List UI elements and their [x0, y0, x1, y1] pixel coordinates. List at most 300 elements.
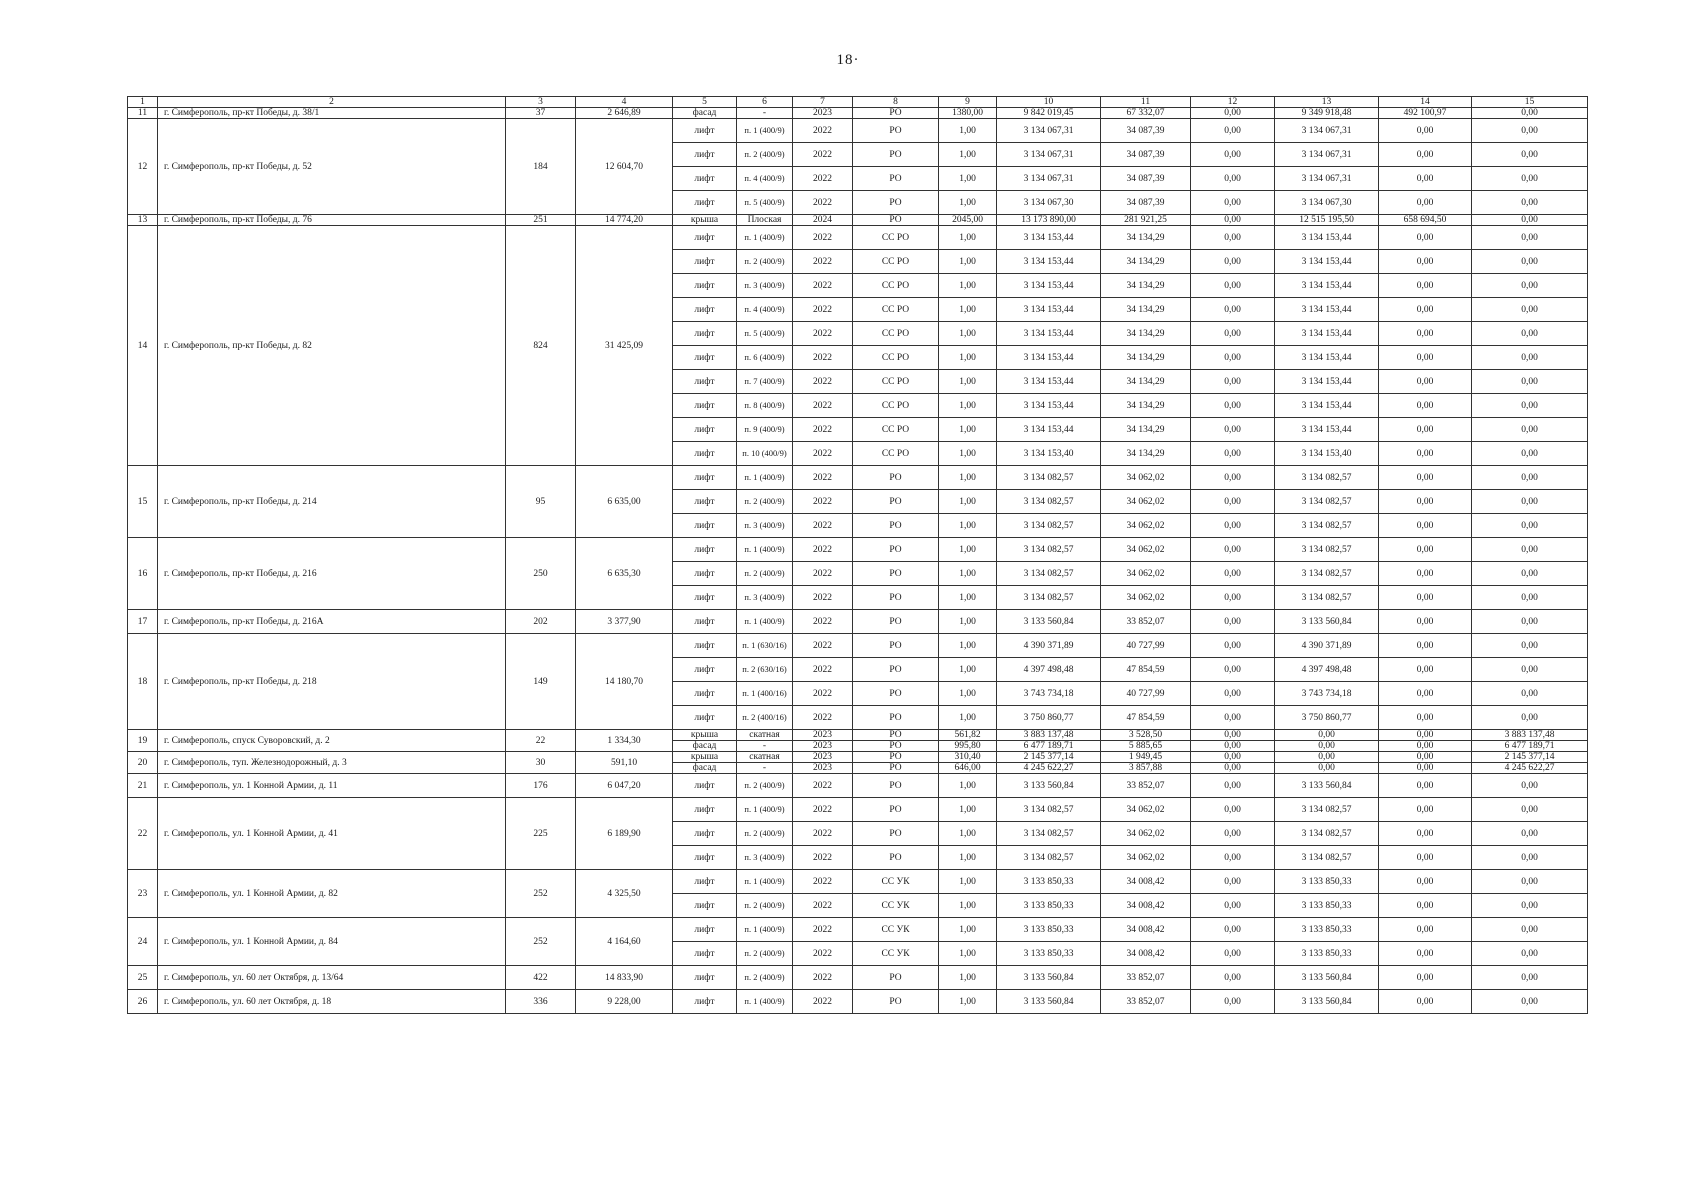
- column-13-value: 3 134 153,44: [1275, 274, 1379, 298]
- work-type: лифт: [673, 562, 737, 586]
- column-15-value: 0,00: [1472, 108, 1588, 119]
- column-11-value: 34 062,02: [1101, 846, 1191, 870]
- work-detail: п. 2 (400/9): [737, 490, 793, 514]
- work-type: лифт: [673, 918, 737, 942]
- column-13-value: 3 133 850,33: [1275, 918, 1379, 942]
- funding-source: СС УК: [853, 870, 939, 894]
- column-12-value: 0,00: [1191, 143, 1275, 167]
- residents-count: 252: [506, 870, 576, 918]
- work-year: 2022: [793, 562, 853, 586]
- house-address: г. Симферополь, пр-кт Победы, д. 76: [158, 215, 506, 226]
- work-year: 2022: [793, 894, 853, 918]
- column-11-value: 5 885,65: [1101, 741, 1191, 752]
- total-cost: 3 134 153,44: [997, 226, 1101, 250]
- funding-source: РО: [853, 822, 939, 846]
- funding-source: СС РО: [853, 442, 939, 466]
- funding-source: РО: [853, 191, 939, 215]
- house-area: 12 604,70: [576, 119, 673, 215]
- total-cost: 3 134 153,44: [997, 322, 1101, 346]
- funding-source: РО: [853, 514, 939, 538]
- work-type: лифт: [673, 966, 737, 990]
- row-number: 25: [128, 966, 158, 990]
- column-14-value: 0,00: [1379, 226, 1472, 250]
- work-quantity: 1,00: [939, 682, 997, 706]
- total-cost: 3 750 860,77: [997, 706, 1101, 730]
- work-type: лифт: [673, 822, 737, 846]
- work-type: лифт: [673, 394, 737, 418]
- column-12-value: 0,00: [1191, 442, 1275, 466]
- work-type: лифт: [673, 466, 737, 490]
- column-12-value: 0,00: [1191, 942, 1275, 966]
- work-type: лифт: [673, 298, 737, 322]
- work-quantity: 1,00: [939, 894, 997, 918]
- work-detail: п. 2 (400/9): [737, 774, 793, 798]
- work-type: фасад: [673, 763, 737, 774]
- residents-count: 22: [506, 730, 576, 752]
- funding-source: СС РО: [853, 226, 939, 250]
- column-14-value: 0,00: [1379, 752, 1472, 763]
- work-year: 2022: [793, 514, 853, 538]
- column-14-value: 0,00: [1379, 798, 1472, 822]
- column-15-value: 0,00: [1472, 370, 1588, 394]
- work-year: 2022: [793, 370, 853, 394]
- row-number: 14: [128, 226, 158, 466]
- column-header-2: 2: [158, 97, 506, 108]
- funding-source: РО: [853, 774, 939, 798]
- work-type: лифт: [673, 870, 737, 894]
- table-row: [128, 610, 1588, 634]
- column-15-value: 0,00: [1472, 298, 1588, 322]
- column-14-value: 0,00: [1379, 143, 1472, 167]
- work-detail: -: [737, 741, 793, 752]
- work-type: лифт: [673, 658, 737, 682]
- column-15-value: 0,00: [1472, 706, 1588, 730]
- work-quantity: 1,00: [939, 394, 997, 418]
- column-13-value: 3 134 153,44: [1275, 226, 1379, 250]
- column-12-value: 0,00: [1191, 346, 1275, 370]
- total-cost: 3 133 850,33: [997, 894, 1101, 918]
- column-11-value: 34 134,29: [1101, 394, 1191, 418]
- column-12-value: 0,00: [1191, 634, 1275, 658]
- column-12-value: 0,00: [1191, 490, 1275, 514]
- residents-count: 149: [506, 634, 576, 730]
- work-type: крыша: [673, 730, 737, 741]
- row-number: 12: [128, 119, 158, 215]
- work-year: 2023: [793, 730, 853, 741]
- column-13-value: 3 134 082,57: [1275, 538, 1379, 562]
- work-detail: п. 2 (630/16): [737, 658, 793, 682]
- column-11-value: 34 062,02: [1101, 466, 1191, 490]
- column-13-value: 3 134 082,57: [1275, 822, 1379, 846]
- work-detail: скатная: [737, 752, 793, 763]
- column-13-value: 0,00: [1275, 752, 1379, 763]
- total-cost: 4 390 371,89: [997, 634, 1101, 658]
- work-type: лифт: [673, 418, 737, 442]
- table-row: [128, 119, 1588, 143]
- column-15-value: 0,00: [1472, 894, 1588, 918]
- page-number: 18·: [836, 52, 860, 68]
- column-13-value: 3 134 067,31: [1275, 143, 1379, 167]
- total-cost: 4 245 622,27: [997, 763, 1101, 774]
- column-11-value: 33 852,07: [1101, 774, 1191, 798]
- work-quantity: 1,00: [939, 322, 997, 346]
- column-14-value: 0,00: [1379, 870, 1472, 894]
- house-area: 1 334,30: [576, 730, 673, 752]
- column-12-value: 0,00: [1191, 514, 1275, 538]
- column-15-value: 0,00: [1472, 658, 1588, 682]
- column-header-3: 3: [506, 97, 576, 108]
- work-year: 2022: [793, 774, 853, 798]
- work-year: 2023: [793, 741, 853, 752]
- total-cost: 3 134 153,44: [997, 250, 1101, 274]
- work-quantity: 1,00: [939, 298, 997, 322]
- total-cost: 3 134 082,57: [997, 846, 1101, 870]
- table-row: [128, 918, 1588, 942]
- column-12-value: 0,00: [1191, 215, 1275, 226]
- work-year: 2022: [793, 119, 853, 143]
- funding-source: РО: [853, 798, 939, 822]
- column-12-value: 0,00: [1191, 918, 1275, 942]
- residents-count: 251: [506, 215, 576, 226]
- house-address: г. Симферополь, спуск Суворовский, д. 2: [158, 730, 506, 752]
- funding-source: РО: [853, 706, 939, 730]
- funding-source: РО: [853, 490, 939, 514]
- house-address: г. Симферополь, туп. Железнодорожный, д. 3: [158, 752, 506, 774]
- column-15-value: 0,00: [1472, 538, 1588, 562]
- column-12-value: 0,00: [1191, 298, 1275, 322]
- work-quantity: 1,00: [939, 870, 997, 894]
- house-address: г. Симферополь, пр-кт Победы, д. 214: [158, 466, 506, 538]
- work-quantity: 1,00: [939, 846, 997, 870]
- work-type: лифт: [673, 990, 737, 1014]
- residents-count: 176: [506, 774, 576, 798]
- residents-count: 95: [506, 466, 576, 538]
- table-body: [128, 108, 1588, 1014]
- column-11-value: 34 062,02: [1101, 490, 1191, 514]
- work-year: 2022: [793, 346, 853, 370]
- column-14-value: 0,00: [1379, 741, 1472, 752]
- column-14-value: 0,00: [1379, 990, 1472, 1014]
- work-quantity: 1,00: [939, 490, 997, 514]
- work-detail: п. 1 (400/9): [737, 870, 793, 894]
- column-11-value: 34 062,02: [1101, 538, 1191, 562]
- house-area: 14 180,70: [576, 634, 673, 730]
- column-13-value: 0,00: [1275, 763, 1379, 774]
- work-quantity: 1,00: [939, 226, 997, 250]
- column-14-value: 0,00: [1379, 119, 1472, 143]
- column-15-value: 0,00: [1472, 822, 1588, 846]
- column-12-value: 0,00: [1191, 822, 1275, 846]
- column-12-value: 0,00: [1191, 119, 1275, 143]
- column-14-value: 0,00: [1379, 966, 1472, 990]
- column-15-value: 0,00: [1472, 586, 1588, 610]
- column-11-value: 34 134,29: [1101, 370, 1191, 394]
- column-14-value: 492 100,97: [1379, 108, 1472, 119]
- funding-source: РО: [853, 658, 939, 682]
- column-14-value: 0,00: [1379, 322, 1472, 346]
- column-11-value: 1 949,45: [1101, 752, 1191, 763]
- work-quantity: 1,00: [939, 346, 997, 370]
- total-cost: 3 134 067,31: [997, 119, 1101, 143]
- work-type: фасад: [673, 108, 737, 119]
- work-type: лифт: [673, 119, 737, 143]
- house-area: 4 164,60: [576, 918, 673, 966]
- column-15-value: 0,00: [1472, 418, 1588, 442]
- table-row: [128, 990, 1588, 1014]
- column-15-value: 0,00: [1472, 870, 1588, 894]
- work-quantity: 1,00: [939, 370, 997, 394]
- column-15-value: 0,00: [1472, 250, 1588, 274]
- residents-count: 824: [506, 226, 576, 466]
- column-11-value: 34 008,42: [1101, 942, 1191, 966]
- work-year: 2022: [793, 167, 853, 191]
- row-number: 22: [128, 798, 158, 870]
- funding-source: РО: [853, 966, 939, 990]
- column-12-value: 0,00: [1191, 846, 1275, 870]
- column-14-value: 0,00: [1379, 250, 1472, 274]
- column-12-value: 0,00: [1191, 167, 1275, 191]
- column-14-value: 0,00: [1379, 706, 1472, 730]
- work-detail: п. 1 (400/9): [737, 610, 793, 634]
- column-15-value: 0,00: [1472, 634, 1588, 658]
- work-type: крыша: [673, 752, 737, 763]
- residents-count: 184: [506, 119, 576, 215]
- column-13-value: 3 134 153,44: [1275, 322, 1379, 346]
- work-detail: п. 1 (400/9): [737, 538, 793, 562]
- column-header-1: 1: [128, 97, 158, 108]
- table-row: [128, 774, 1588, 798]
- work-type: фасад: [673, 741, 737, 752]
- work-year: 2022: [793, 418, 853, 442]
- column-14-value: 0,00: [1379, 730, 1472, 741]
- work-detail: п. 1 (400/9): [737, 226, 793, 250]
- work-type: лифт: [673, 798, 737, 822]
- column-11-value: 34 134,29: [1101, 250, 1191, 274]
- house-area: 14 774,20: [576, 215, 673, 226]
- column-13-value: 3 134 153,44: [1275, 346, 1379, 370]
- work-year: 2022: [793, 191, 853, 215]
- column-12-value: 0,00: [1191, 966, 1275, 990]
- work-detail: п. 8 (400/9): [737, 394, 793, 418]
- works-table: [127, 96, 1588, 1014]
- work-quantity: 310,40: [939, 752, 997, 763]
- column-14-value: 0,00: [1379, 774, 1472, 798]
- column-12-value: 0,00: [1191, 108, 1275, 119]
- work-type: лифт: [673, 634, 737, 658]
- work-quantity: 1,00: [939, 918, 997, 942]
- work-year: 2022: [793, 274, 853, 298]
- work-year: 2022: [793, 658, 853, 682]
- house-area: 31 425,09: [576, 226, 673, 466]
- funding-source: СС РО: [853, 274, 939, 298]
- work-quantity: 1,00: [939, 250, 997, 274]
- column-15-value: 0,00: [1472, 215, 1588, 226]
- column-12-value: 0,00: [1191, 894, 1275, 918]
- funding-source: РО: [853, 763, 939, 774]
- column-14-value: 0,00: [1379, 298, 1472, 322]
- work-quantity: 1,00: [939, 143, 997, 167]
- funding-source: РО: [853, 586, 939, 610]
- funding-source: СС РО: [853, 394, 939, 418]
- total-cost: 3 134 153,44: [997, 346, 1101, 370]
- work-year: 2022: [793, 298, 853, 322]
- funding-source: РО: [853, 730, 939, 741]
- row-number: 16: [128, 538, 158, 610]
- column-12-value: 0,00: [1191, 370, 1275, 394]
- total-cost: 3 134 153,44: [997, 418, 1101, 442]
- column-14-value: 0,00: [1379, 370, 1472, 394]
- column-15-value: 0,00: [1472, 490, 1588, 514]
- house-address: г. Симферополь, ул. 1 Конной Армии, д. 11: [158, 774, 506, 798]
- row-number: 23: [128, 870, 158, 918]
- column-14-value: 0,00: [1379, 191, 1472, 215]
- column-11-value: 33 852,07: [1101, 610, 1191, 634]
- work-quantity: 1,00: [939, 514, 997, 538]
- table-row: [128, 870, 1588, 894]
- work-quantity: 1,00: [939, 966, 997, 990]
- column-12-value: 0,00: [1191, 774, 1275, 798]
- work-detail: п. 7 (400/9): [737, 370, 793, 394]
- column-11-value: 34 134,29: [1101, 418, 1191, 442]
- column-14-value: 0,00: [1379, 490, 1472, 514]
- funding-source: СС УК: [853, 894, 939, 918]
- work-detail: п. 2 (400/9): [737, 966, 793, 990]
- funding-source: РО: [853, 562, 939, 586]
- house-area: 6 635,00: [576, 466, 673, 538]
- residents-count: 336: [506, 990, 576, 1014]
- total-cost: 3 134 153,44: [997, 394, 1101, 418]
- column-13-value: 0,00: [1275, 741, 1379, 752]
- work-detail: -: [737, 108, 793, 119]
- funding-source: РО: [853, 682, 939, 706]
- column-14-value: 0,00: [1379, 167, 1472, 191]
- work-type: лифт: [673, 894, 737, 918]
- total-cost: 3 134 082,57: [997, 586, 1101, 610]
- work-quantity: 1,00: [939, 822, 997, 846]
- column-11-value: 33 852,07: [1101, 990, 1191, 1014]
- column-11-value: 3 857,88: [1101, 763, 1191, 774]
- work-detail: п. 1 (400/9): [737, 466, 793, 490]
- column-12-value: 0,00: [1191, 226, 1275, 250]
- work-year: 2022: [793, 442, 853, 466]
- work-year: 2022: [793, 942, 853, 966]
- work-year: 2024: [793, 215, 853, 226]
- column-11-value: 33 852,07: [1101, 966, 1191, 990]
- total-cost: 3 133 850,33: [997, 942, 1101, 966]
- total-cost: 3 743 734,18: [997, 682, 1101, 706]
- residents-count: 30: [506, 752, 576, 774]
- column-13-value: 3 133 850,33: [1275, 942, 1379, 966]
- house-address: г. Симферополь, ул. 60 лет Октября, д. 18: [158, 990, 506, 1014]
- work-detail: п. 10 (400/9): [737, 442, 793, 466]
- column-11-value: 34 008,42: [1101, 870, 1191, 894]
- work-detail: п. 9 (400/9): [737, 418, 793, 442]
- work-detail: п. 1 (400/9): [737, 918, 793, 942]
- column-11-value: 47 854,59: [1101, 706, 1191, 730]
- funding-source: РО: [853, 846, 939, 870]
- column-14-value: 0,00: [1379, 394, 1472, 418]
- work-type: лифт: [673, 250, 737, 274]
- column-14-value: 0,00: [1379, 562, 1472, 586]
- work-quantity: 1380,00: [939, 108, 997, 119]
- work-type: лифт: [673, 682, 737, 706]
- house-address: г. Симферополь, ул. 60 лет Октября, д. 13/64: [158, 966, 506, 990]
- work-detail: п. 3 (400/9): [737, 274, 793, 298]
- column-12-value: 0,00: [1191, 730, 1275, 741]
- work-detail: п. 4 (400/9): [737, 298, 793, 322]
- column-13-value: 3 133 560,84: [1275, 966, 1379, 990]
- house-area: 3 377,90: [576, 610, 673, 634]
- funding-source: СС УК: [853, 942, 939, 966]
- residents-count: 250: [506, 538, 576, 610]
- work-type: лифт: [673, 143, 737, 167]
- work-year: 2022: [793, 846, 853, 870]
- row-number: 15: [128, 466, 158, 538]
- column-header-6: 6: [737, 97, 793, 108]
- column-11-value: 281 921,25: [1101, 215, 1191, 226]
- residents-count: 225: [506, 798, 576, 870]
- total-cost: 3 134 082,57: [997, 538, 1101, 562]
- table-row: [128, 226, 1588, 250]
- work-quantity: 1,00: [939, 191, 997, 215]
- column-15-value: 0,00: [1472, 562, 1588, 586]
- work-quantity: 1,00: [939, 634, 997, 658]
- work-type: лифт: [673, 942, 737, 966]
- column-header-7: 7: [793, 97, 853, 108]
- work-year: 2023: [793, 752, 853, 763]
- work-type: лифт: [673, 274, 737, 298]
- work-type: крыша: [673, 215, 737, 226]
- work-year: 2022: [793, 682, 853, 706]
- work-detail: Плоская: [737, 215, 793, 226]
- funding-source: РО: [853, 143, 939, 167]
- column-15-value: 0,00: [1472, 466, 1588, 490]
- funding-source: СС РО: [853, 370, 939, 394]
- column-12-value: 0,00: [1191, 763, 1275, 774]
- work-year: 2022: [793, 610, 853, 634]
- column-11-value: 40 727,99: [1101, 634, 1191, 658]
- house-address: г. Симферополь, ул. 1 Конной Армии, д. 82: [158, 870, 506, 918]
- work-year: 2022: [793, 706, 853, 730]
- total-cost: 2 145 377,14: [997, 752, 1101, 763]
- house-area: 4 325,50: [576, 870, 673, 918]
- house-address: г. Симферополь, ул. 1 Конной Армии, д. 84: [158, 918, 506, 966]
- funding-source: СС РО: [853, 322, 939, 346]
- work-year: 2022: [793, 143, 853, 167]
- house-address: г. Симферополь, ул. 1 Конной Армии, д. 41: [158, 798, 506, 870]
- column-12-value: 0,00: [1191, 741, 1275, 752]
- column-12-value: 0,00: [1191, 322, 1275, 346]
- column-15-value: 0,00: [1472, 846, 1588, 870]
- funding-source: СС УК: [853, 918, 939, 942]
- work-quantity: 1,00: [939, 274, 997, 298]
- total-cost: 3 133 560,84: [997, 990, 1101, 1014]
- column-15-value: 0,00: [1472, 514, 1588, 538]
- work-quantity: 1,00: [939, 610, 997, 634]
- column-13-value: 12 515 195,50: [1275, 215, 1379, 226]
- column-11-value: 34 087,39: [1101, 191, 1191, 215]
- column-15-value: 4 245 622,27: [1472, 763, 1588, 774]
- row-number: 18: [128, 634, 158, 730]
- column-14-value: 0,00: [1379, 586, 1472, 610]
- column-header-13: 13: [1275, 97, 1379, 108]
- work-detail: п. 1 (630/16): [737, 634, 793, 658]
- column-13-value: 3 133 560,84: [1275, 990, 1379, 1014]
- column-12-value: 0,00: [1191, 250, 1275, 274]
- house-area: 9 228,00: [576, 990, 673, 1014]
- column-13-value: 4 397 498,48: [1275, 658, 1379, 682]
- work-year: 2022: [793, 490, 853, 514]
